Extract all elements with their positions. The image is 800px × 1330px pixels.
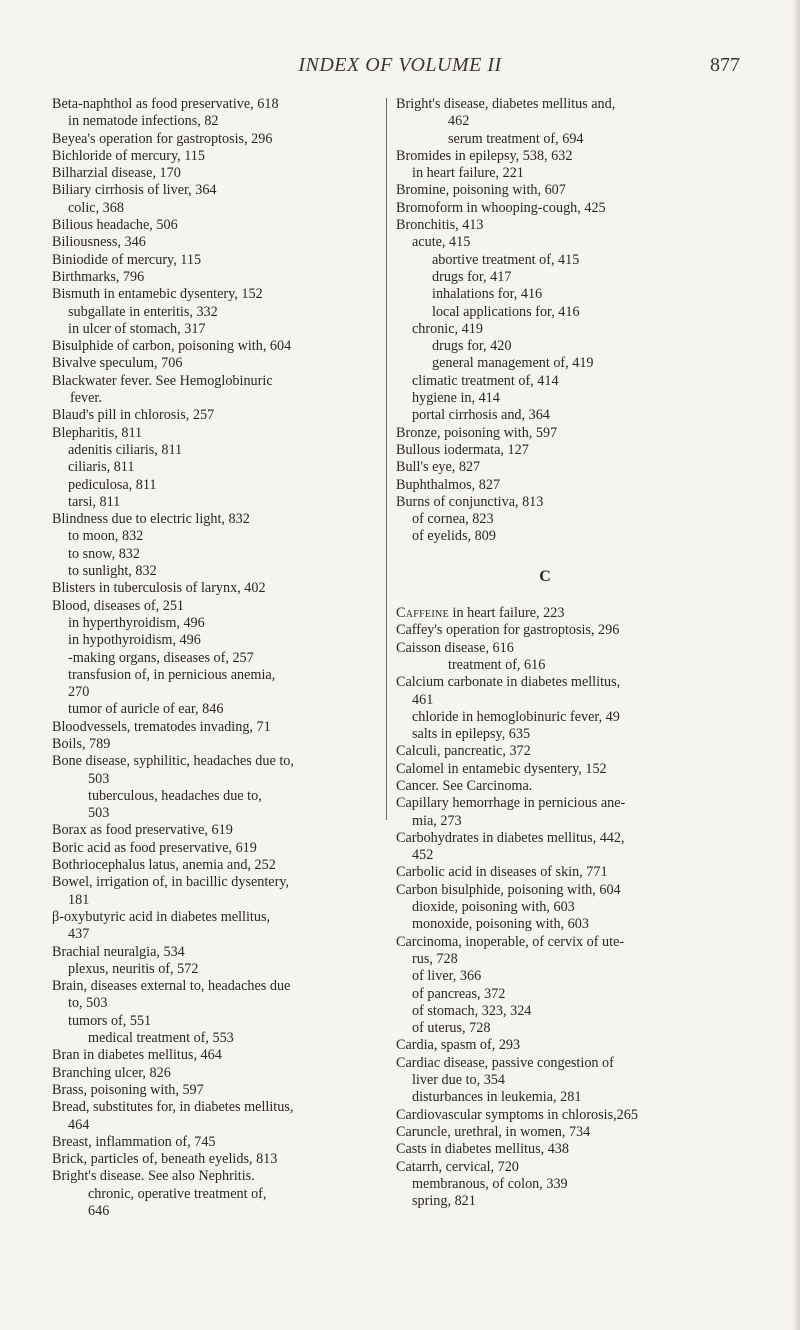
index-subentry: 437 xyxy=(68,926,90,943)
index-block-b xyxy=(396,96,734,546)
index-subentry: ciliaris, 811 xyxy=(68,459,135,476)
index-subentry: in heart failure, 221 xyxy=(412,165,524,182)
index-entry: Beyea's operation for gastroptosis, 296 xyxy=(52,130,273,147)
index-subentry: general management of, 419 xyxy=(432,355,594,372)
index-subentry: 503 xyxy=(88,770,110,787)
index-subentry: adenitis ciliaris, 811 xyxy=(68,441,183,458)
index-entry: Bothriocephalus latus, anemia and, 252 xyxy=(52,857,276,874)
index-subentry: inhalations for, 416 xyxy=(432,286,543,303)
page-number: 877 xyxy=(710,54,740,76)
index-entry: Bismuth in entamebic dysentery, 152 xyxy=(52,286,263,303)
index-subentry: medical treatment of, 553 xyxy=(88,1030,234,1047)
index-entry: Calomel in entamebic dysentery, 152 xyxy=(396,760,607,777)
index-entry: Biliary cirrhosis of liver, 364 xyxy=(52,182,217,199)
index-entry: Blood, diseases of, 251 xyxy=(52,597,185,614)
index-subentry: dioxide, poisoning with, 603 xyxy=(412,899,575,916)
index-subentry: abortive treatment of, 415 xyxy=(432,251,580,268)
index-entry: Bright's disease. See also Nephritis. xyxy=(52,1168,255,1185)
index-subentry: 462 xyxy=(448,113,470,130)
index-subentry: 646 xyxy=(88,1203,110,1219)
entry-headword: Caffeine xyxy=(396,605,449,622)
index-subentry: in ulcer of stomach, 317 xyxy=(68,320,206,337)
index-entry: Caisson disease, 616 xyxy=(396,639,514,656)
column-divider xyxy=(386,98,387,820)
index-subentry: to sunlight, 832 xyxy=(68,563,157,580)
index-block-c xyxy=(396,605,734,1210)
index-entry: β-oxybutyric acid in diabetes mellitus, xyxy=(52,908,271,925)
index-subentry: subgallate in enteritis, 332 xyxy=(68,303,218,320)
index-entry: Boric acid as food preservative, 619 xyxy=(52,839,257,856)
index-entry: Bilharzial disease, 170 xyxy=(52,165,181,182)
index-subentry: portal cirrhosis and, 364 xyxy=(412,407,550,424)
index-subentry: drugs for, 417 xyxy=(432,268,512,285)
index-subentry: of uterus, 728 xyxy=(412,1020,491,1037)
left-index-column xyxy=(52,96,380,1220)
page-edge-shadow xyxy=(792,0,800,1330)
index-subentry: climatic treatment of, 414 xyxy=(412,372,559,389)
index-subentry: tumors of, 551 xyxy=(68,1012,152,1029)
index-entry: Carbohydrates in diabetes mellitus, 442, xyxy=(396,829,625,846)
index-entry: Carbon bisulphide, poisoning with, 604 xyxy=(396,881,621,898)
index-entry: Brachial neuralgia, 534 xyxy=(52,943,185,960)
index-entry: Bivalve speculum, 706 xyxy=(52,355,183,372)
index-subentry: 503 xyxy=(88,805,110,822)
index-subentry: spring, 821 xyxy=(412,1193,476,1210)
index-subentry: salts in epilepsy, 635 xyxy=(412,726,531,743)
index-subentry: in hyperthyroidism, 496 xyxy=(68,614,205,631)
index-subentry: treatment of, 616 xyxy=(448,656,546,673)
index-entry: Calcium carbonate in diabetes mellitus, xyxy=(396,674,621,691)
index-entry: Biniodide of mercury, 115 xyxy=(52,251,202,268)
index-entry xyxy=(396,605,734,622)
index-subentry: of stomach, 323, 324 xyxy=(412,1002,532,1019)
index-subentry: monoxide, poisoning with, 603 xyxy=(412,916,589,933)
index-entry: Bran in diabetes mellitus, 464 xyxy=(52,1047,222,1064)
index-subentry: mia, 273 xyxy=(412,812,462,829)
index-entry: Catarrh, cervical, 720 xyxy=(396,1158,519,1175)
index-entry: Bone disease, syphilitic, headaches due to, xyxy=(52,753,294,770)
index-subentry: local applications for, 416 xyxy=(432,303,580,320)
index-entry: Bronze, poisoning with, 597 xyxy=(396,424,558,441)
index-entry: Brick, particles of, beneath eyelids, 813 xyxy=(52,1151,278,1168)
index-subentry: plexus, neuritis of, 572 xyxy=(68,960,199,977)
index-entry: Bloodvessels, trematodes invading, 71 xyxy=(52,718,271,735)
section-letter-heading: C xyxy=(539,567,551,585)
index-subentry: to snow, 832 xyxy=(68,545,140,562)
index-entry: Cardiovascular symptoms in chlorosis,265 xyxy=(396,1106,638,1123)
index-subentry: 461 xyxy=(412,691,434,708)
index-subentry: tumor of auricle of ear, 846 xyxy=(68,701,224,718)
index-entry: Caruncle, urethral, in women, 734 xyxy=(396,1123,591,1140)
index-subentry: pediculosa, 811 xyxy=(68,476,157,493)
index-subentry: to moon, 832 xyxy=(68,528,144,545)
index-entry: Bromides in epilepsy, 538, 632 xyxy=(396,147,573,164)
index-entry: Borax as food preservative, 619 xyxy=(52,822,233,839)
right-index-column xyxy=(396,96,734,1210)
index-entry: Birthmarks, 796 xyxy=(52,268,145,285)
page-header xyxy=(0,44,800,84)
index-subentry: fever. xyxy=(70,390,102,407)
index-entry: Caffey's operation for gastroptosis, 296 xyxy=(396,622,620,639)
index-entry: Bisulphide of carbon, poisoning with, 604 xyxy=(52,338,292,355)
index-entry: Cardiac disease, passive congestion of xyxy=(396,1054,614,1071)
index-entry: Buphthalmos, 827 xyxy=(396,476,501,493)
index-entry: Capillary hemorrhage in pernicious ane- xyxy=(396,795,626,812)
index-entry: Blackwater fever. See Hemoglobinuric xyxy=(52,372,273,389)
index-entry: Blindness due to electric light, 832 xyxy=(52,511,250,528)
index-subentry: in nematode infections, 82 xyxy=(68,113,219,130)
index-entry: Boils, 789 xyxy=(52,735,111,752)
index-entry: Bilious headache, 506 xyxy=(52,217,178,234)
index-subentry: chronic, 419 xyxy=(412,320,483,337)
index-entry: Biliousness, 346 xyxy=(52,234,146,251)
index-subentry: disturbances in leukemia, 281 xyxy=(412,1089,582,1106)
index-subentry: tarsi, 811 xyxy=(68,493,121,510)
index-entry: Bowel, irrigation of, in bacillic dysentery, xyxy=(52,874,290,891)
index-subentry: of pancreas, 372 xyxy=(412,985,506,1002)
index-entry: Carbolic acid in diseases of skin, 771 xyxy=(396,864,608,881)
index-entry: Bull's eye, 827 xyxy=(396,459,481,476)
index-subentry: chronic, operative treatment of, xyxy=(88,1185,267,1202)
entry-text: in heart failure, 223 xyxy=(448,605,565,622)
index-subentry: acute, 415 xyxy=(412,234,471,251)
index-subentry: rus, 728 xyxy=(412,950,458,967)
index-entry: Brass, poisoning with, 597 xyxy=(52,1081,204,1098)
index-entry: Bichloride of mercury, 115 xyxy=(52,147,205,164)
index-entry: Carcinoma, inoperable, of cervix of ute- xyxy=(396,933,625,950)
index-subentry: of liver, 366 xyxy=(412,968,482,985)
index-subentry: to, 503 xyxy=(68,995,108,1012)
index-entry: Bromine, poisoning with, 607 xyxy=(396,182,566,199)
index-entry: Beta-naphthol as food preservative, 618 xyxy=(52,96,279,112)
index-subentry: of cornea, 823 xyxy=(412,511,494,528)
index-subentry: 452 xyxy=(412,847,434,864)
index-subentry: of eyelids, 809 xyxy=(412,528,496,545)
index-entry: Casts in diabetes mellitus, 438 xyxy=(396,1141,569,1158)
index-subentry: serum treatment of, 694 xyxy=(448,130,584,147)
index-subentry: colic, 368 xyxy=(68,199,124,216)
index-subentry: drugs for, 420 xyxy=(432,338,512,355)
index-entry: Blepharitis, 811 xyxy=(52,424,143,441)
index-subentry: 270 xyxy=(68,684,90,701)
index-subentry: -making organs, diseases of, 257 xyxy=(68,649,254,666)
index-entry: Bullous iodermata, 127 xyxy=(396,441,529,458)
index-subentry: liver due to, 354 xyxy=(412,1072,505,1089)
index-subentry: chloride in hemoglobinuric fever, 49 xyxy=(412,708,620,725)
index-entry: Calculi, pancreatic, 372 xyxy=(396,743,531,760)
index-subentry: 181 xyxy=(68,891,90,908)
index-entry: Bronchitis, 413 xyxy=(396,217,484,234)
index-entry: Branching ulcer, 826 xyxy=(52,1064,171,1081)
index-entry: Blisters in tuberculosis of larynx, 402 xyxy=(52,580,266,597)
running-title: INDEX OF VOLUME II xyxy=(298,54,502,76)
index-entry: Cardia, spasm of, 293 xyxy=(396,1037,521,1054)
index-subentry: transfusion of, in pernicious anemia, xyxy=(68,666,276,683)
index-subentry: membranous, of colon, 339 xyxy=(412,1175,568,1192)
index-subentry: hygiene in, 414 xyxy=(412,390,500,407)
index-entry: Cancer. See Carcinoma. xyxy=(396,777,533,794)
index-entry: Bread, substitutes for, in diabetes mellitus, xyxy=(52,1099,294,1116)
index-entry: Breast, inflammation of, 745 xyxy=(52,1133,216,1150)
index-entry: Brain, diseases external to, headaches due xyxy=(52,978,291,995)
index-entry: Bright's disease, diabetes mellitus and, xyxy=(396,96,616,112)
index-entry: Bromoform in whooping-cough, 425 xyxy=(396,199,606,216)
index-entry: Blaud's pill in chlorosis, 257 xyxy=(52,407,215,424)
index-subentry: tuberculous, headaches due to, xyxy=(88,787,262,804)
index-subentry: 464 xyxy=(68,1116,90,1133)
index-subentry: in hypothyroidism, 496 xyxy=(68,632,201,649)
index-entry: Burns of conjunctiva, 813 xyxy=(396,493,544,510)
